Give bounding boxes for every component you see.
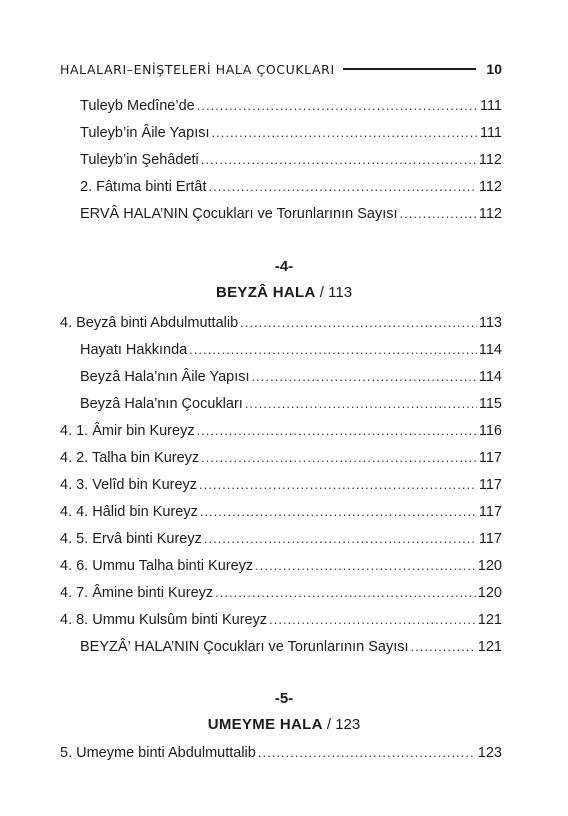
toc-entry-page: 116 (478, 423, 502, 439)
toc-entry-page: 121 (477, 612, 502, 628)
toc-entry[interactable] (60, 527, 502, 551)
toc-entry[interactable] (60, 419, 502, 443)
dot-leader (252, 365, 477, 389)
running-header (60, 58, 502, 80)
toc-entry-text: 4. 3. Velîd bin Kureyz (60, 477, 198, 493)
toc-entry-text: 2. Fâtıma binti Ertât (80, 179, 207, 195)
toc-entry-text: 4. 4. Hâlid bin Kureyz (60, 504, 198, 520)
toc-entry-page: 112 (478, 206, 502, 222)
dot-leader (189, 338, 477, 362)
toc-entry[interactable] (80, 635, 502, 659)
toc-entry-text: Beyzâ Hala’nın Çocukları (80, 396, 243, 412)
dot-leader (269, 608, 476, 632)
toc-entry[interactable] (60, 741, 502, 765)
toc-entry[interactable] (60, 608, 502, 632)
toc-entry-text: 4. 1. Âmir bin Kureyz (60, 423, 195, 439)
dot-leader (204, 527, 477, 551)
toc-entry-page: 112 (478, 152, 502, 168)
section-number: -5- (274, 690, 294, 707)
toc-entry-text: BEYZÂ’ HALA’NIN Çocukları ve Torunlarının Sayısı (80, 639, 409, 655)
toc-entry-text: 4. 6. Ummu Talha binti Kureyz (60, 558, 254, 574)
dot-leader (258, 741, 476, 765)
toc-entry-text: 4. 5. Ervâ binti Kureyz (60, 531, 202, 547)
toc-entry-page: 111 (479, 98, 502, 114)
running-header-title: HALALARI–ENİŞTELERİ HALA ÇOCUKLARI (60, 61, 335, 77)
toc-entry-text: Tuleyb Medîne’de (80, 98, 195, 114)
dot-leader (255, 554, 476, 578)
toc-entry[interactable] (60, 581, 502, 605)
toc-entry[interactable] (80, 202, 502, 226)
dot-leader (245, 392, 477, 416)
toc-entry[interactable] (60, 500, 502, 524)
toc-entry[interactable] (60, 473, 502, 497)
toc-entry-page: 113 (478, 315, 502, 331)
toc-entry-text: 4. 7. Âmine binti Kureyz (60, 585, 214, 601)
dot-leader (411, 635, 476, 659)
toc-entry-page: 117 (478, 477, 502, 493)
toc-entry-text: 4. 8. Ummu Kulsûm binti Kureyz (60, 612, 268, 628)
dot-leader (197, 419, 477, 443)
toc-entry[interactable] (80, 365, 502, 389)
toc-entry[interactable] (60, 311, 502, 335)
toc-entry[interactable] (80, 94, 502, 118)
section-title: BEYZÂ HALA (215, 284, 316, 301)
toc-entry-page: 111 (479, 125, 502, 141)
dot-leader (240, 311, 477, 335)
toc-entry-page: 123 (477, 745, 502, 761)
toc-entry-page: 117 (478, 531, 502, 547)
dot-leader (199, 473, 477, 497)
section-heading (0, 284, 568, 301)
toc-entry-page: 115 (478, 396, 502, 412)
toc-entry-page: 117 (478, 504, 502, 520)
toc-entry-text: Beyzâ Hala’nın Âile Yapısı (80, 369, 250, 385)
toc-entry-text: ERVÂ HALA’NIN Çocukları ve Torunlarının Sayısı (80, 206, 398, 222)
toc-entry-page: 112 (478, 179, 502, 195)
dot-leader (400, 202, 477, 226)
section-title: UMEYME HALA (207, 716, 323, 733)
dot-leader (212, 121, 478, 145)
toc-entry[interactable] (60, 446, 502, 470)
section-page: / 113 (319, 284, 353, 301)
toc-entry[interactable] (80, 121, 502, 145)
toc-entry-text: Tuleyb’in Şehâdeti (80, 152, 199, 168)
dot-leader (201, 148, 477, 172)
toc-entry-page: 120 (477, 558, 502, 574)
dot-leader (209, 175, 477, 199)
toc-entry[interactable] (80, 338, 502, 362)
toc-entry-text: Tuleyb’in Âile Yapısı (80, 125, 210, 141)
toc-entry-text: Hayatı Hakkında (80, 342, 188, 358)
dot-leader (215, 581, 476, 605)
section-page: / 123 (326, 716, 361, 733)
toc-entry[interactable] (80, 148, 502, 172)
section-heading (0, 716, 568, 733)
toc-entry-page: 114 (478, 369, 502, 385)
dot-leader (197, 94, 478, 118)
dot-leader (200, 500, 477, 524)
toc-entry[interactable] (80, 175, 502, 199)
dot-leader (201, 446, 477, 470)
section-number: -4- (274, 258, 294, 275)
toc-entry-page: 120 (477, 585, 502, 601)
toc-entry-text: 4. Beyzâ binti Abdulmuttalib (60, 315, 239, 331)
toc-entry-page: 117 (478, 450, 502, 466)
toc-entry[interactable] (60, 554, 502, 578)
toc-entry-page: 114 (478, 342, 502, 358)
toc-entry[interactable] (80, 392, 502, 416)
header-rule (343, 68, 477, 70)
toc-entry-page: 121 (477, 639, 502, 655)
toc-entry-text: 5. Umeyme binti Abdulmuttalib (60, 745, 256, 761)
toc-entry-text: 4. 2. Talha bin Kureyz (60, 450, 200, 466)
page-number: 10 (486, 61, 502, 77)
